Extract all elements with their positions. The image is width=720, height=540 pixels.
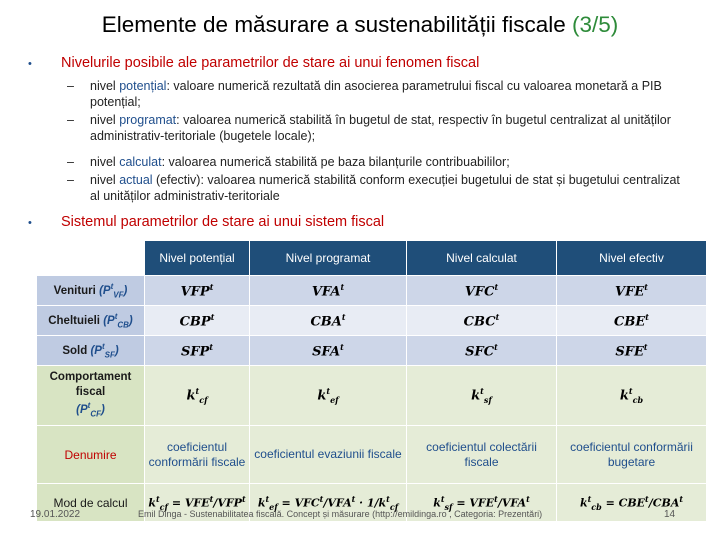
page-number: 14	[664, 509, 676, 520]
row-label: Mod de calcul	[37, 484, 145, 522]
slide-title	[0, 12, 720, 38]
formula-cell: $k^t_{cb} = CBE^t/CBA^t$	[557, 484, 707, 522]
sub-pre: nivel	[90, 155, 120, 169]
title-part: (3/5)	[572, 12, 619, 37]
table-cell: coeficientul conformării fiscale	[145, 426, 250, 484]
table-header-row	[37, 241, 707, 276]
table-cell: CBE$^t$	[557, 306, 707, 336]
sub-rest: (efectiv): valoarea numerică stabilită conform execuției bugetului de stat și bugetului centralizat al unităților administrativ-teritoriale	[90, 173, 680, 203]
table-cell: $k^t_{sf}$	[407, 366, 557, 426]
row-label: Cheltuieli $(P^t_{CB})$	[37, 306, 145, 336]
table-cell: CBP$^t$	[145, 306, 250, 336]
formula-cell: $k^t_{ef} = VFC^t/VFA^t \cdot 1/k^t_{cf}$	[250, 484, 407, 522]
table-cell: CBA$^t$	[250, 306, 407, 336]
formula-cell: $k^t_{cf} = VFE^t/VFP^t$	[145, 484, 250, 522]
bullet-system-text: Sistemul parametrilor de stare ai unui sistem fiscal	[61, 214, 385, 230]
parameters-table	[36, 240, 707, 522]
table-cell: coeficientul evaziunii fiscale	[250, 426, 407, 484]
sub-pre: nivel	[90, 173, 120, 187]
table-cell: coeficientul conformării bugetare	[557, 426, 707, 484]
row-label: Sold $(P^t_{SF})$	[37, 336, 145, 366]
row-label: Denumire	[37, 426, 145, 484]
table-cell: VFE$^t$	[557, 276, 707, 306]
title-main: Elemente de măsurare a sustenabilității fiscale	[101, 12, 566, 37]
table-row-cheltuieli	[37, 306, 707, 336]
bullet-dot-icon: •	[28, 58, 32, 70]
dash: –	[67, 113, 74, 127]
table-cell: SFC$^t$	[407, 336, 557, 366]
dash: –	[67, 155, 74, 169]
table-cell: VFC$^t$	[407, 276, 557, 306]
dash: –	[67, 79, 74, 93]
header-calculat: Nivel calculat	[407, 241, 557, 276]
table-cell: VFP$^t$	[145, 276, 250, 306]
dash: –	[67, 173, 74, 187]
table-cell: SFE$^t$	[557, 336, 707, 366]
header-blank	[37, 241, 145, 276]
formula-cell: $k^t_{sf} = VFE^t/VFA^t$	[407, 484, 557, 522]
row-label: Comportament fiscal $(P^t_{CF})$	[37, 366, 145, 426]
table-cell: $k^t_{cf}$	[145, 366, 250, 426]
bullet-levels-text: Nivelurile posibile ale parametrilor de stare ai unui fenomen fiscal	[61, 55, 480, 71]
sub-pre: nivel	[90, 79, 120, 93]
header-potential: Nivel potențial	[145, 241, 250, 276]
footer-date: 19.01.2022	[30, 509, 81, 520]
table-cell: coeficientul colectării fiscale	[407, 426, 557, 484]
table-cell: SFA$^t$	[250, 336, 407, 366]
table-cell: $k^t_{cb}$	[557, 366, 707, 426]
row-label: Venituri $(P^t_{VF})$	[37, 276, 145, 306]
sub-rest: : valoarea numerică stabilită în bugetul de stat, respectiv în bugetul centralizat al unităților administrativ-teritoriale (bugetele locale);	[90, 113, 671, 143]
sub-key: calculat	[119, 155, 162, 169]
sub-key: programat	[119, 113, 177, 127]
sub-rest: : valoarea numerică stabilită pe baza bilanțurile contribuabililor;	[161, 155, 510, 169]
header-programat: Nivel programat	[250, 241, 407, 276]
sub-rest: : valoare numerică rezultată din asocierea parametrului fiscal cu valoarea monetară a PIB potențial;	[90, 79, 662, 109]
bullet-dot-icon: •	[28, 217, 32, 229]
table-row-comportament	[37, 366, 707, 426]
sub-key: potențial	[119, 79, 167, 93]
sub-key: actual	[119, 173, 153, 187]
header-efectiv: Nivel efectiv	[557, 241, 707, 276]
table-row-sold	[37, 336, 707, 366]
table-row-venituri	[37, 276, 707, 306]
table-cell: SFP$^t$	[145, 336, 250, 366]
table-cell: VFA$^t$	[250, 276, 407, 306]
footer-credit: Emil Dinga - Sustenabilitatea fiscală. Concept și măsurare (http://emildinga.ro , Categoria: Prezentări)	[138, 509, 543, 519]
table-cell: CBC$^t$	[407, 306, 557, 336]
table-row-denumire	[37, 426, 707, 484]
sub-pre: nivel	[90, 113, 120, 127]
table-cell: $k^t_{ef}$	[250, 366, 407, 426]
